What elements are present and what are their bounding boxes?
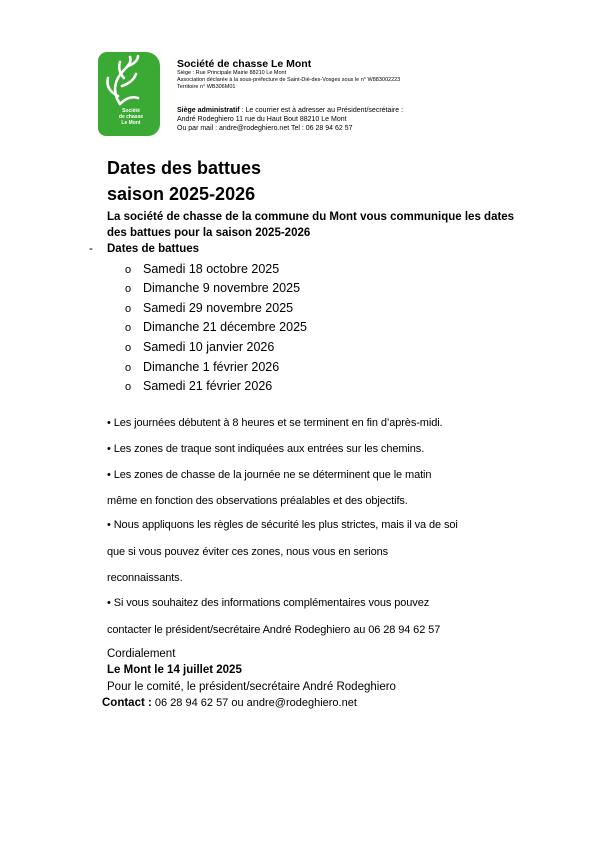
note-hunt-zones-2: même en fonction des observations préalables et des objectifs. (107, 495, 408, 507)
dash-bullet: - (89, 243, 93, 255)
intro-line-2: des battues pour la saison 2025-2026 (107, 227, 311, 239)
note-safety-3: reconnaissants. (107, 572, 183, 584)
note-safety-2: que si vous pouvez éviter ces zones, nous vous en serions (107, 546, 389, 558)
page-subtitle: saison 2025-2026 (107, 184, 256, 204)
logo-caption: Société de chasse Le Mont (118, 108, 144, 126)
note-info-2: contacter le président/secrétaire André Rodeghiero au 06 28 94 62 57 (107, 624, 441, 636)
list-item: o Samedi 18 octobre 2025 (125, 262, 280, 276)
list-item: o Dimanche 1 février 2026 (125, 360, 280, 374)
note-hunt-zones-1: • Les zones de chasse de la journée ne se déterminent que le matin (107, 469, 432, 481)
contact-line (102, 697, 357, 709)
dates-heading: Dates de battues (107, 243, 200, 255)
association-line: Association déclarée à la sous-préfecture de Saint-Dié-des-Vosges sous le n° W883002223 (177, 77, 401, 83)
note-zones: • Les zones de traque sont indiquées aux entrées sur les chemins. (107, 443, 425, 455)
page-title: Dates des battues (107, 158, 262, 178)
contact-label: Contact : (102, 697, 152, 709)
contact-value: 06 28 94 62 57 ou andre@rodeghiero.net (151, 697, 357, 709)
signature: Pour le comité, le président/secrétaire André Rodeghiero (107, 681, 396, 693)
siege-line: Siège : Rue Principale Mairie 88210 Le Mont (177, 70, 287, 76)
greeting: Cordialement (107, 648, 176, 660)
note-safety-1: • Nous appliquons les règles de sécurité les plus strictes, mais il va de soi (107, 519, 458, 531)
list-item: o Samedi 21 février 2026 (125, 379, 273, 393)
admin-label: Siège administratif (177, 107, 240, 114)
org-name: Société de chasse Le Mont (177, 58, 312, 70)
list-item: o Dimanche 21 décembre 2025 (125, 320, 307, 334)
address-line: André Rodeghiero 11 rue du Haut Bout 88210 Le Mont (177, 116, 347, 123)
admin-text: : Le courrier est à adresser au Président/secrétaire : (239, 107, 404, 114)
list-item: o Dimanche 9 novembre 2025 (125, 281, 301, 295)
note-info-1: • Si vous souhaitez des informations complémentaires vous pouvez (107, 597, 430, 609)
date-place: Le Mont le 14 juillet 2025 (107, 664, 242, 676)
list-item: o Samedi 29 novembre 2025 (125, 301, 294, 315)
mail-line: Ou par mail : andre@rodeghiero.net Tel : 06 28 94 62 57 (177, 125, 353, 132)
club-logo (98, 52, 160, 136)
intro-line-1: La société de chasse de la commune du Mont vous communique les dates (107, 211, 515, 223)
territoire-line: Territoire n° WB306M01 (177, 84, 236, 90)
note-hours: • Les journées débutent à 8 heures et se terminent en fin d’après-midi. (107, 417, 443, 429)
list-item: o Samedi 10 janvier 2026 (125, 340, 275, 354)
